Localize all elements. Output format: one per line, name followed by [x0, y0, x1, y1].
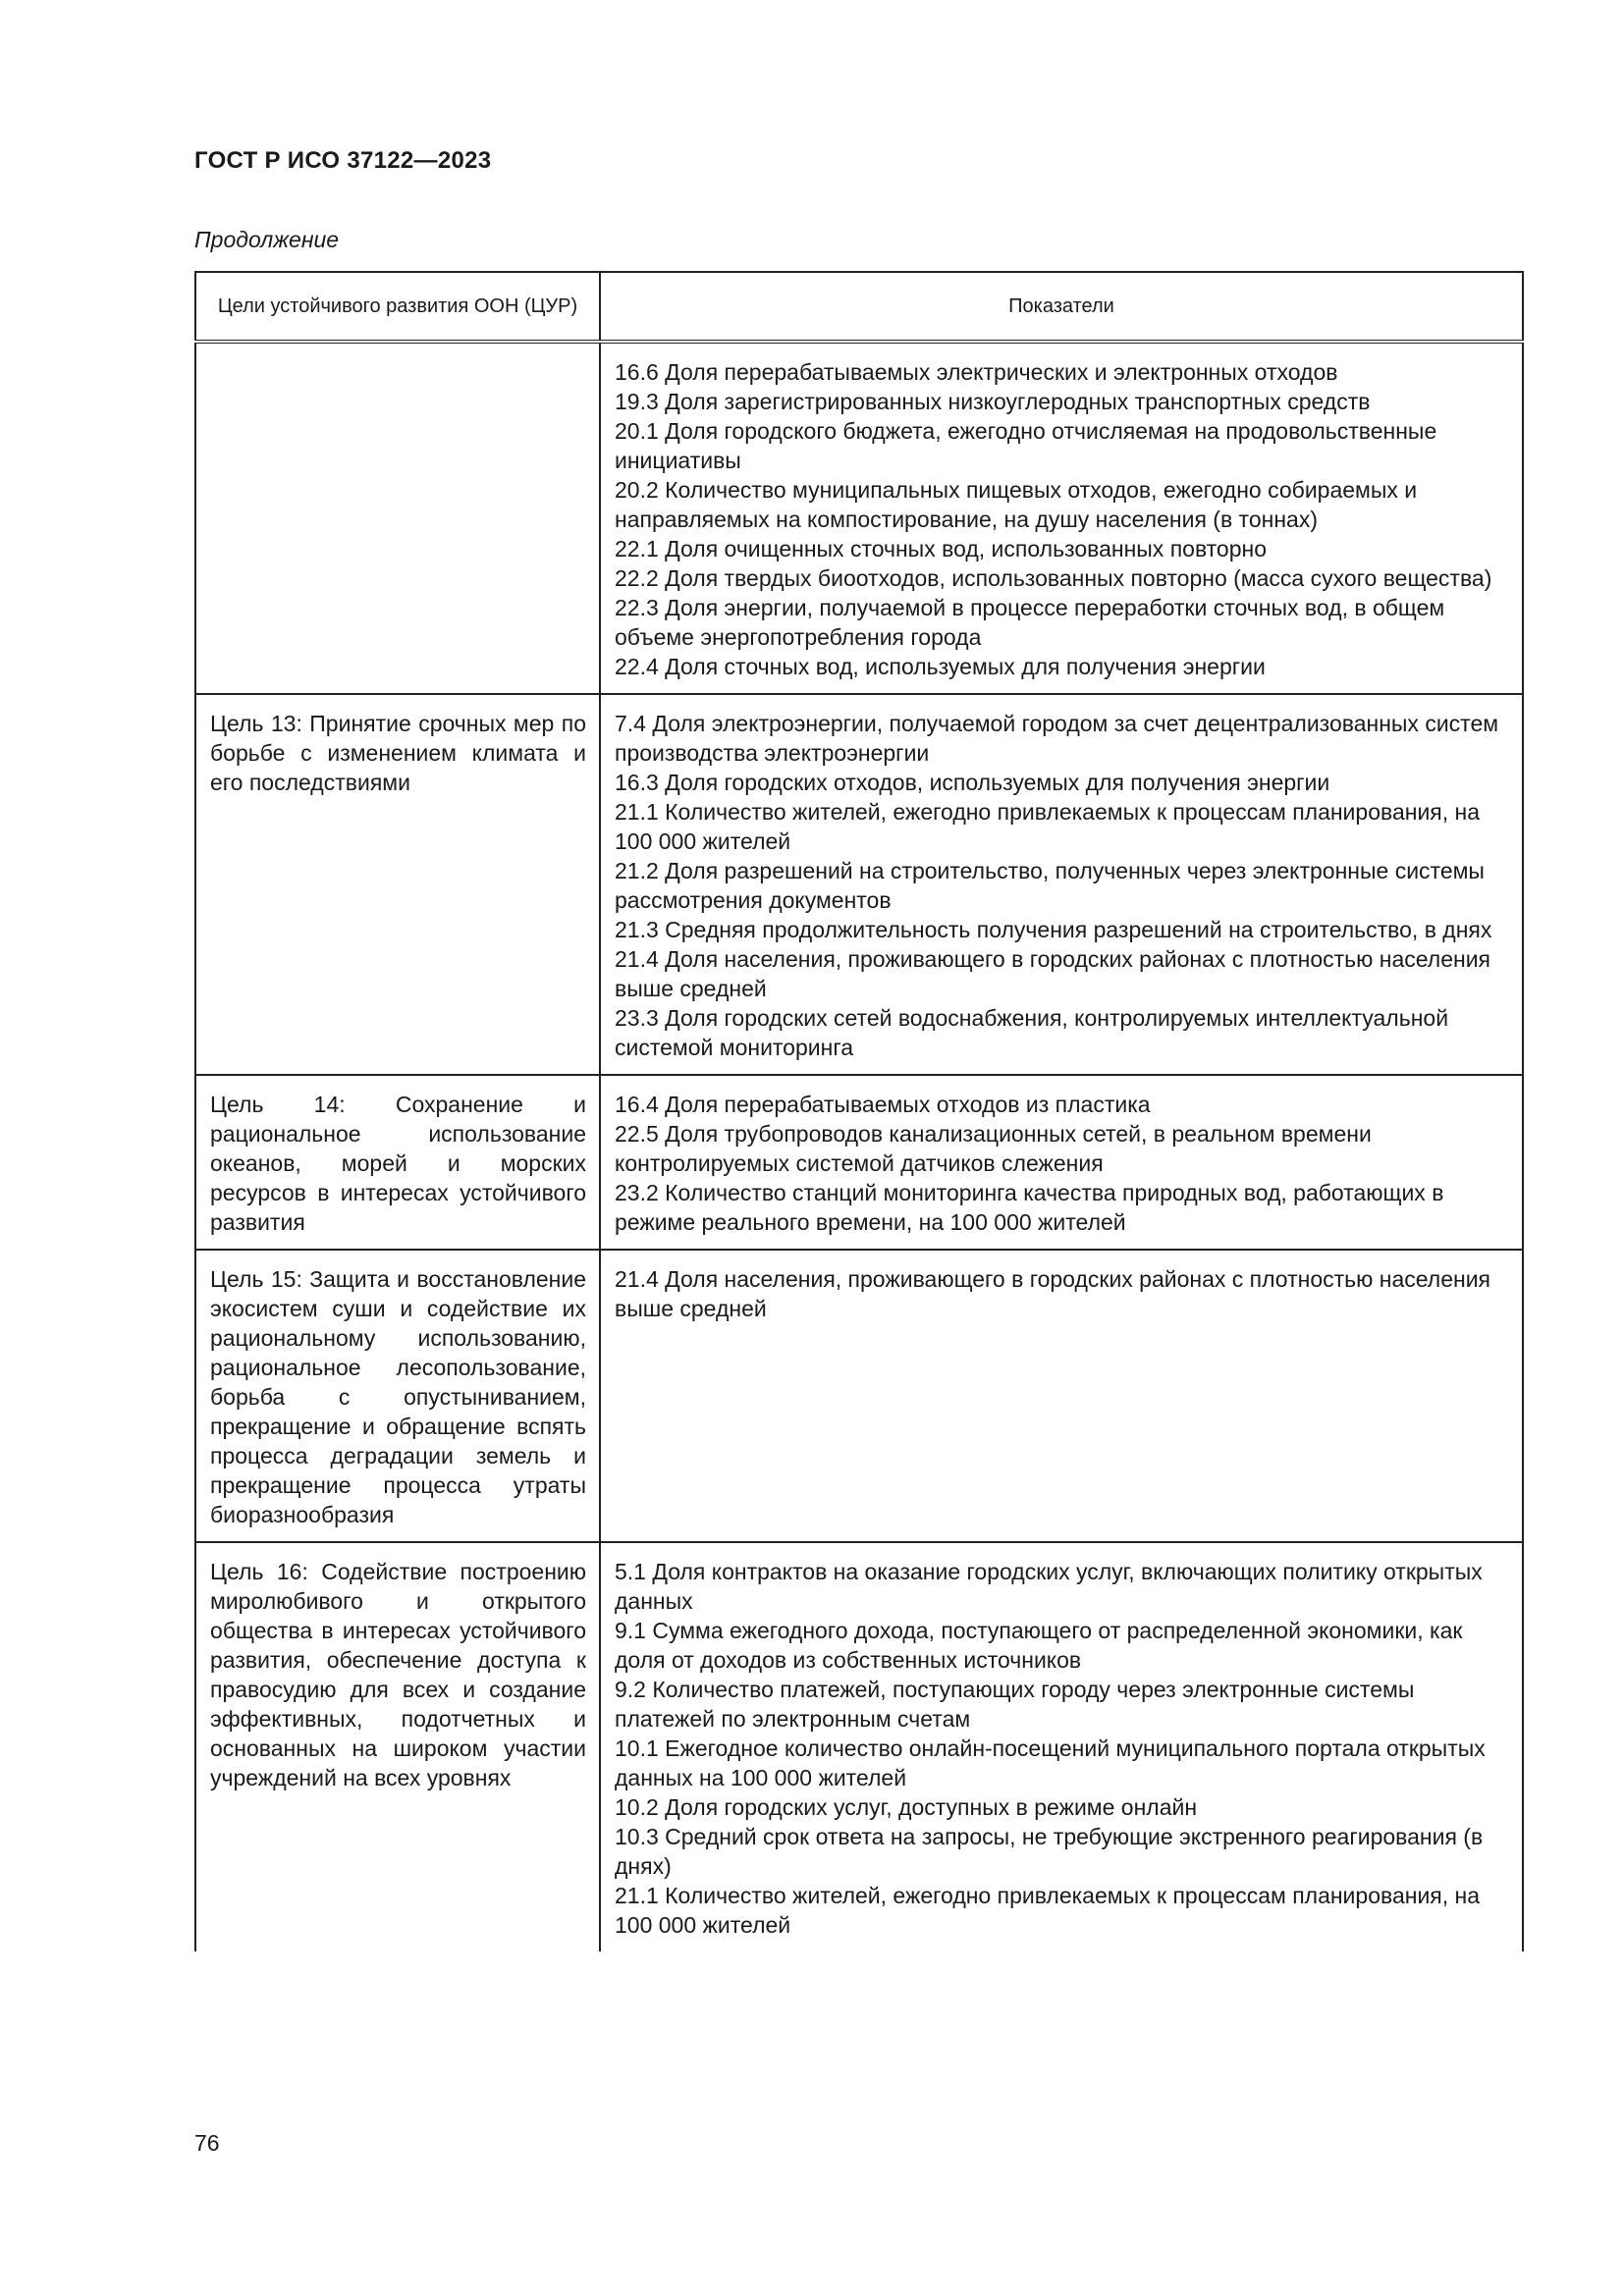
- indicator-item: 20.1 Доля городского бюджета, ежегодно отчисляемая на продовольственные инициативы: [615, 418, 1437, 473]
- table-row: [195, 1250, 1523, 1542]
- indicators-cell: [600, 1542, 1523, 1951]
- table-header-row: [195, 272, 1523, 342]
- indicator-item: 22.5 Доля трубопроводов канализационных сетей, в реальном времени контролируемых системой датчиков слежения: [615, 1121, 1372, 1176]
- table-row: [195, 694, 1523, 1075]
- column-header-indicators: Показатели: [600, 272, 1523, 342]
- indicator-item: 16.6 Доля перерабатываемых электрических и электронных отходов: [615, 359, 1338, 385]
- indicator-item: 10.1 Ежегодное количество онлайн-посещений муниципального портала открытых данных на 100 000 жителей: [615, 1735, 1486, 1790]
- indicator-item: 22.2 Доля твердых биоотходов, использованных повторно (масса сухого вещества): [615, 565, 1492, 591]
- column-header-goals: Цели устойчивого развития ООН (ЦУР): [195, 272, 600, 342]
- indicator-item: 21.4 Доля населения, проживающего в городских районах с плотностью населения выше средней: [615, 1266, 1491, 1321]
- indicators-cell: [600, 1250, 1523, 1542]
- table-row: [195, 1542, 1523, 1951]
- indicator-item: 16.4 Доля перерабатываемых отходов из пластика: [615, 1092, 1151, 1117]
- table-row: [195, 342, 1523, 694]
- indicator-item: 9.1 Сумма ежегодного дохода, поступающего от распределенной экономики, как доля от доходов из собственных источников: [615, 1618, 1463, 1673]
- indicators-cell: [600, 342, 1523, 694]
- indicators-cell: [600, 694, 1523, 1075]
- indicator-item: 9.2 Количество платежей, поступающих городу через электронные системы платежей по электронным счетам: [615, 1677, 1415, 1732]
- goal-cell: [195, 342, 600, 694]
- indicator-item: 16.3 Доля городских отходов, используемых для получения энергии: [615, 770, 1330, 795]
- document-standard-title: ГОСТ Р ИСО 37122—2023: [194, 147, 492, 174]
- indicators-cell: [600, 1075, 1523, 1250]
- indicator-item: 19.3 Доля зарегистрированных низкоуглеродных транспортных средств: [615, 389, 1371, 414]
- page-number: 76: [194, 2130, 220, 2156]
- indicator-item: 10.2 Доля городских услуг, доступных в режиме онлайн: [615, 1794, 1198, 1820]
- indicator-item: 7.4 Доля электроэнергии, получаемой городом за счет децентрализованных систем производства электроэнергии: [615, 711, 1499, 766]
- sdg-indicators-table: [194, 271, 1524, 1951]
- indicator-item: 22.1 Доля очищенных сточных вод, использованных повторно: [615, 536, 1268, 561]
- indicator-item: 21.1 Количество жителей, ежегодно привлекаемых к процессам планирования, на 100 000 жителей: [615, 799, 1481, 854]
- goal-cell: Цель 16: Содействие построению миролюбивого и открытого общества в интересах устойчивого развития, обеспечение доступа к правосудию для всех и создание эффективных, подотчетных и основанных на широком участии учреждений на всех уровнях: [195, 1542, 600, 1951]
- indicator-item: 21.1 Количество жителей, ежегодно привлекаемых к процессам планирования, на 100 000 жителей: [615, 1883, 1481, 1938]
- indicator-item: 22.4 Доля сточных вод, используемых для получения энергии: [615, 654, 1266, 679]
- table-continuation-label: Продолжение: [194, 227, 340, 252]
- indicator-item: 5.1 Доля контрактов на оказание городских услуг, включающих политику открытых данных: [615, 1559, 1483, 1614]
- goal-cell: Цель 14: Сохранение и рациональное использование океанов, морей и морских ресурсов в интересах устойчивого развития: [195, 1075, 600, 1250]
- goal-cell: Цель 13: Принятие срочных мер по борьбе с изменением климата и его последствиями: [195, 694, 600, 1075]
- indicator-item: 20.2 Количество муниципальных пищевых отходов, ежегодно собираемых и направляемых на компостирование, на душу населения (в тоннах): [615, 477, 1418, 532]
- table-row: [195, 1075, 1523, 1250]
- indicator-item: 21.4 Доля населения, проживающего в городских районах с плотностью населения выше средней: [615, 946, 1491, 1001]
- indicator-item: 23.2 Количество станций мониторинга качества природных вод, работающих в режиме реального времени, на 100 000 жителей: [615, 1180, 1444, 1235]
- goal-cell: Цель 15: Защита и восстановление экосистем суши и содействие их рациональному использованию, рациональное лесопользование, борьба с опустыниванием, прекращение и обращение вспять процесса деградации земель и прекращение процесса утраты биоразнообразия: [195, 1250, 600, 1542]
- indicator-item: 21.3 Средняя продолжительность получения разрешений на строительство, в днях: [615, 917, 1492, 942]
- indicator-item: 10.3 Средний срок ответа на запросы, не требующие экстренного реагирования (в днях): [615, 1824, 1484, 1879]
- indicator-item: 22.3 Доля энергии, получаемой в процессе переработки сточных вод, в общем объеме энергопотребления города: [615, 595, 1445, 650]
- indicator-item: 23.3 Доля городских сетей водоснабжения, контролируемых интеллектуальной системой мониторинга: [615, 1005, 1449, 1060]
- indicator-item: 21.2 Доля разрешений на строительство, полученных через электронные системы рассмотрения документов: [615, 858, 1485, 913]
